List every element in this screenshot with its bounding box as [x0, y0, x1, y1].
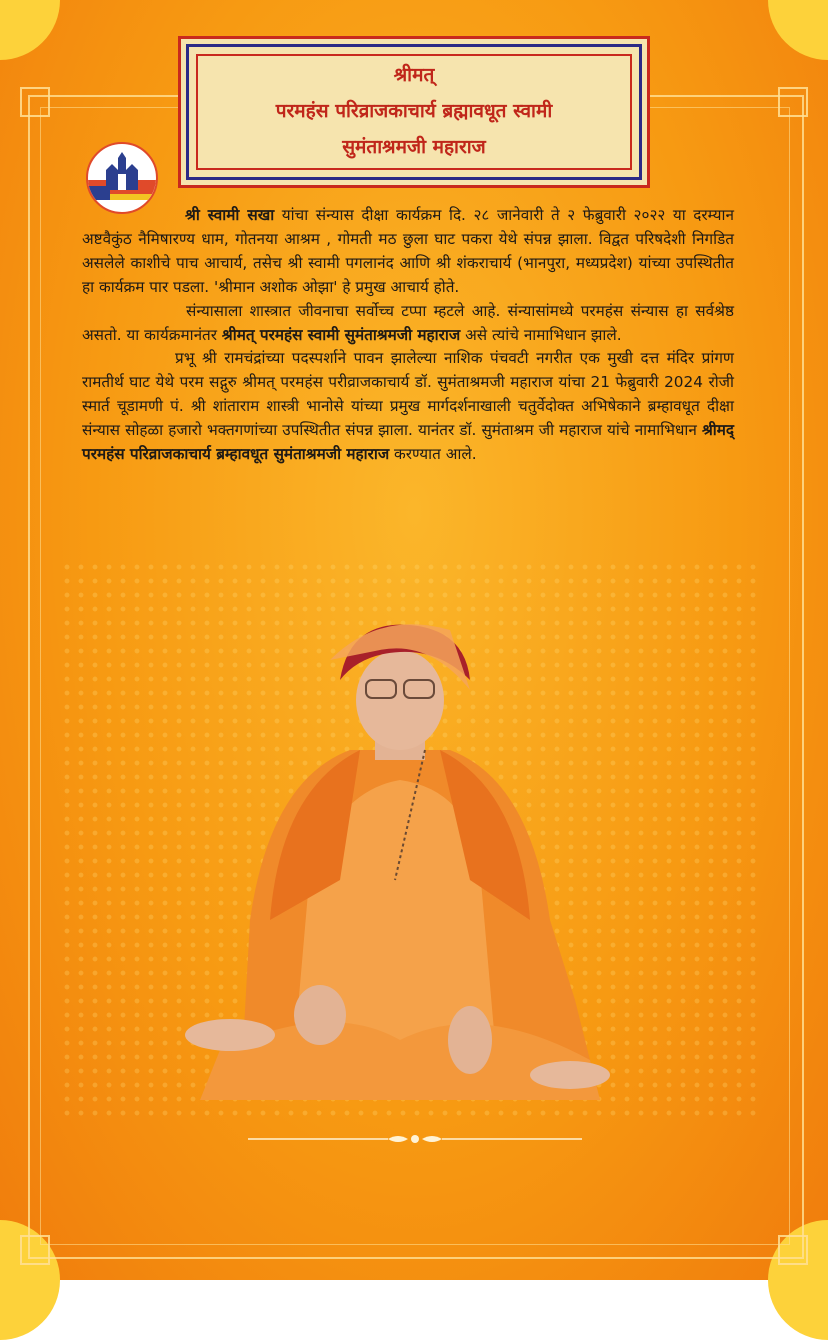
paragraph-1-text: यांचा संन्यास दीक्षा कार्यक्रम दि. २८ जानेवारी ते २ फेब्रुवारी २०२२ या दरम्यान अष्टवैकुंठ नैमिषारण्य धाम, गोतनया आश्रम , गोमती मठ छुला घाट पकरा येथे संपन्न झाला. विद्वत परिषदेशी निगडित असलेले काशीचे पाच आचार्य, तसेच श्री स्वामी पगलानंद आणि श्री शंकराचार्य (भानपुरा, मध्यप्रदेश) यांच्या उपस्थितीत हा कार्यक्रम पार पडला. 'श्रीमान अशोक ओझा' हे प्रमुख आचार्य होते.	[82, 206, 734, 296]
title-line-3: सुमंताश्रमजी महाराज	[342, 136, 486, 158]
frame-corner	[778, 1235, 808, 1265]
frame-corner	[778, 87, 808, 117]
title-line-1: श्रीमत्	[393, 64, 435, 86]
paragraph-2	[82, 300, 734, 348]
paragraph-2-text-end: असे त्यांचे नामाभिधान झाले.	[460, 325, 622, 344]
title-box	[186, 44, 642, 180]
paragraph-3-text-end: करण्यात आले.	[389, 445, 477, 464]
paragraph-2-text: संन्यासाला शास्त्रात जीवनाचा सर्वोच्च टप्पा म्हटले आहे. संन्यासांमध्ये परमहंस संन्यास हा सर्वश्रेष्ठ असतो. या कार्यक्रमानंतर	[82, 301, 734, 344]
frame-corner	[20, 1235, 50, 1265]
paragraph-3-text: प्रभू श्री रामचंद्रांच्या पदस्पर्शाने पावन झालेल्या नाशिक पंचवटी नगरीत एक मुखी दत्त मंदिर प्रांगण रामतीर्थ घाट येथे परम सद्गुरु श्रीमत् परमहंस परीव्राजकाचार्य डॉ. सुमंताश्रमजी महाराज यांचा 21 फेब्रुवारी 2024 रोजी स्मार्त चूडामणी पं. श्री शांताराम शास्त्री भानोसे यांच्या प्रमुख मार्गदर्शनाखाली चतुर्वेदोक्त अभिषेकाने ब्रम्हावधूत दीक्षा संन्यास सोहळा हजारो भक्तगणांच्या उपस्थितीत संपन्न झाला. यानंतर डॉ. सुमंताश्रम जी महाराज यांचे नामाभिधान	[82, 349, 734, 440]
paragraph-1-bold: श्री स्वामी सखा	[185, 206, 275, 224]
paragraph-1	[82, 204, 734, 300]
paragraph-3-bold: श्रीमद् परमहंस परिव्राजकाचार्य ब्रम्हावधूत सुमंताश्रमजी महाराज	[82, 421, 734, 464]
frame-corner	[20, 87, 50, 117]
title-line-2: परमहंस परिव्राजकाचार्य ब्रह्मावधूत स्वामी	[275, 100, 553, 122]
body-text	[82, 204, 734, 467]
paragraph-2-bold: श्रीमत् परमहंस स्वामी सुमंताश्रमजी महाराज	[221, 325, 461, 344]
ornamental-divider	[248, 1132, 582, 1146]
swami-photo	[180, 620, 620, 1100]
paragraph-3	[82, 347, 734, 467]
